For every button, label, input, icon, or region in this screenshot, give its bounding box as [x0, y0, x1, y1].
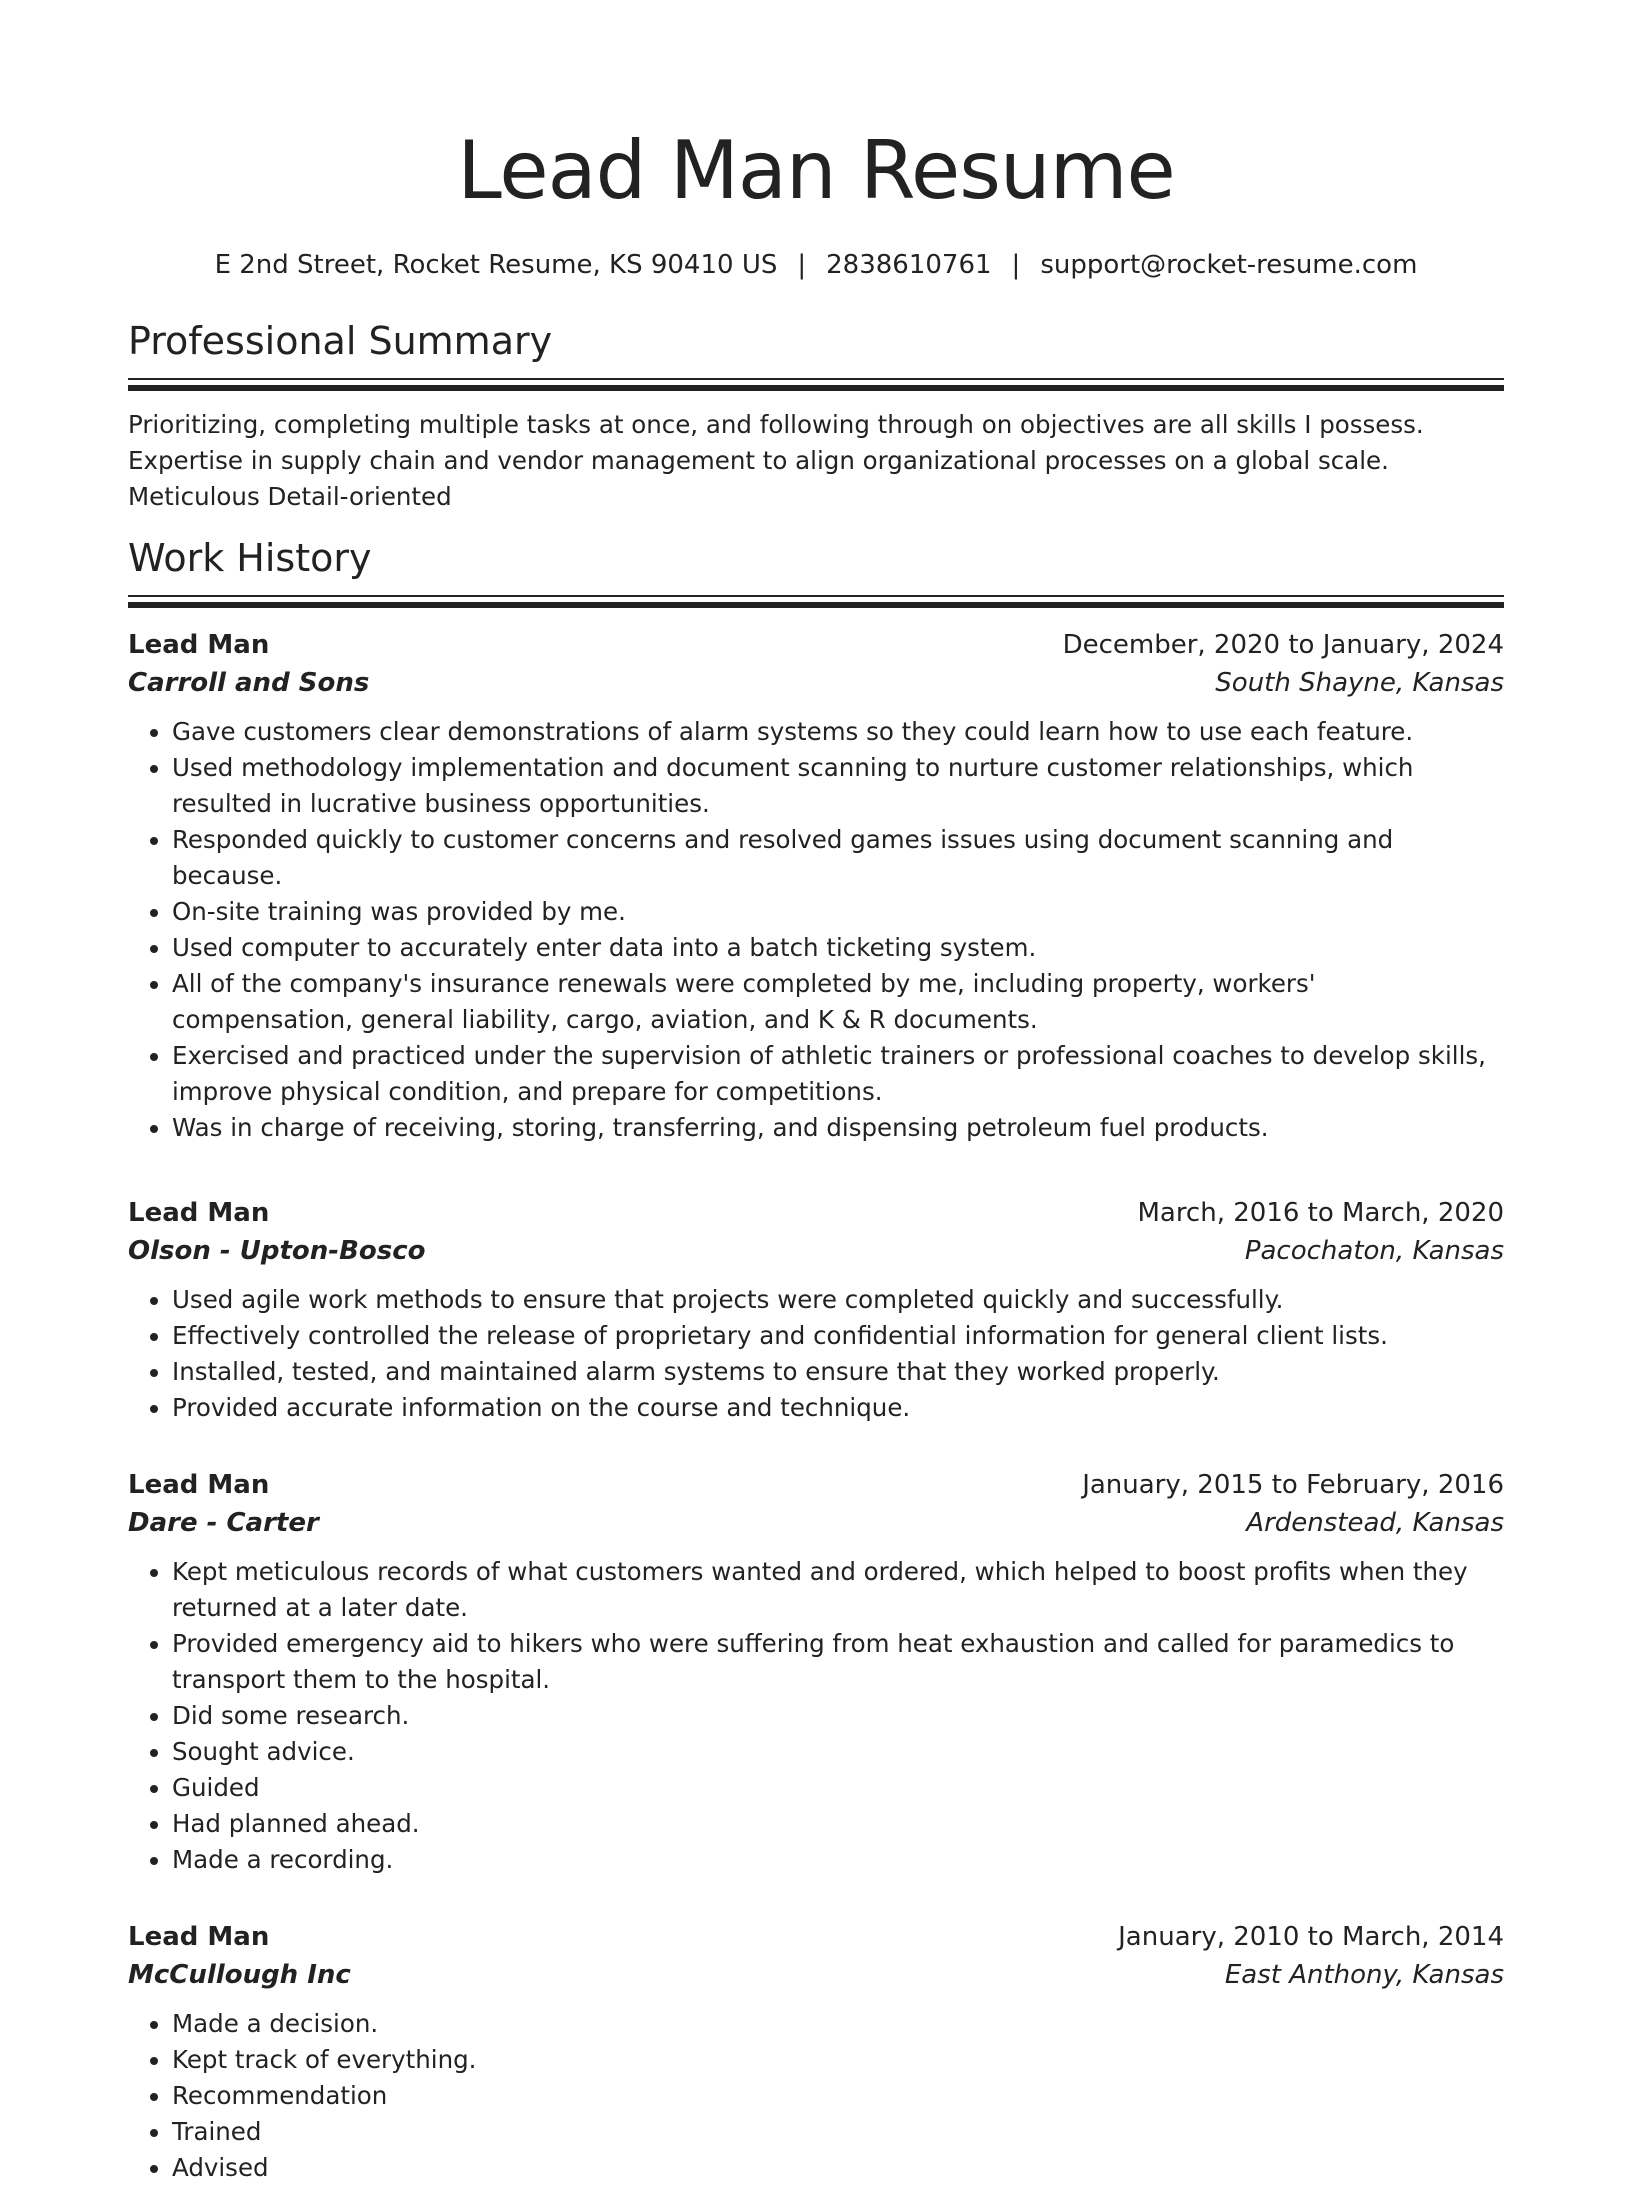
job-entry [128, 1918, 1504, 2186]
job-dates: March, 2016 to March, 2020 [1137, 1198, 1504, 1228]
resume-title: Lead Man Resume [457, 124, 1175, 217]
job-company-row [128, 1956, 1504, 1994]
job-location: Ardenstead, Kansas [1246, 1508, 1504, 1538]
work-history-section [128, 533, 1504, 2186]
job-bullet: • Guided [172, 1770, 1504, 1806]
job-dates: January, 2015 to February, 2016 [1082, 1470, 1504, 1500]
job-company-row [128, 1232, 1504, 1270]
job-bullet: • Provided accurate information on the course and technique. [172, 1390, 1504, 1426]
contact-email: support@rocket-resume.com [1040, 250, 1418, 280]
job-dates: December, 2020 to January, 2024 [1062, 630, 1504, 660]
job-title: Lead Man [128, 630, 270, 660]
job-bullet: • Used agile work methods to ensure that projects were completed quickly and successfully. [172, 1282, 1504, 1318]
job-bullet: • Sought advice. [172, 1734, 1504, 1770]
job-dates: January, 2010 to March, 2014 [1118, 1922, 1504, 1952]
job-title-row [128, 1466, 1504, 1504]
job-bullet-list [128, 714, 1504, 1146]
job-bullet: • All of the company's insurance renewals were completed by me, including property, workers' compensation, general liability, cargo, aviation, and K & R documents. [172, 966, 1504, 1038]
job-bullet: • Kept meticulous records of what customers wanted and ordered, which helped to boost profits when they returned at a later date. [172, 1554, 1504, 1626]
job-company: Dare - Carter [128, 1508, 319, 1538]
job-bullet: • Recommendation [172, 2078, 1504, 2114]
professional-summary-section [128, 316, 1504, 515]
job-bullet-list [128, 1554, 1504, 1878]
job-entry [128, 1194, 1504, 1426]
job-bullet: • Made a decision. [172, 2006, 1504, 2042]
job-bullet: • Made a recording. [172, 1842, 1504, 1878]
summary-text: Prioritizing, completing multiple tasks at once, and following through on objectives are all skills I possess. Expertise in supply chain and vendor management to align organizational processes on a global scale. Meticulous Detail-oriented [128, 410, 1424, 511]
job-entry [128, 1466, 1504, 1878]
job-bullet: • Gave customers clear demonstrations of alarm systems so they could learn how to use each feature. [172, 714, 1504, 750]
job-company: Carroll and Sons [128, 668, 370, 698]
job-title: Lead Man [128, 1198, 270, 1228]
job-title-row [128, 1194, 1504, 1232]
job-list [128, 626, 1504, 2186]
job-bullet: • Exercised and practiced under the supervision of athletic trainers or professional coaches to develop skills, improve physical condition, and prepare for competitions. [172, 1038, 1504, 1110]
job-title: Lead Man [128, 1470, 270, 1500]
section-divider [128, 378, 1504, 391]
job-bullet-list [128, 1282, 1504, 1426]
job-bullet: • Responded quickly to customer concerns and resolved games issues using document scanning and because. [172, 822, 1504, 894]
job-bullet: • Installed, tested, and maintained alarm systems to ensure that they worked properly. [172, 1354, 1504, 1390]
job-company: Olson - Upton-Bosco [128, 1236, 426, 1266]
job-company-row [128, 664, 1504, 702]
job-entry [128, 626, 1504, 1146]
job-location: Pacochaton, Kansas [1244, 1236, 1504, 1266]
job-bullet: • Trained [172, 2114, 1504, 2150]
job-title-row [128, 1918, 1504, 1956]
job-bullet: • On-site training was provided by me. [172, 894, 1504, 930]
job-location: South Shayne, Kansas [1215, 668, 1504, 698]
contact-separator: | [797, 250, 807, 280]
job-bullet: • Was in charge of receiving, storing, transferring, and dispensing petroleum fuel products. [172, 1110, 1504, 1146]
section-heading: Work History [128, 536, 372, 580]
job-bullet: • Provided emergency aid to hikers who were suffering from heat exhaustion and called for paramedics to transport them to the hospital. [172, 1626, 1504, 1698]
job-bullet: • Advised [172, 2150, 1504, 2186]
job-bullet: • Used computer to accurately enter data into a batch ticketing system. [172, 930, 1504, 966]
job-bullet: • Had planned ahead. [172, 1806, 1504, 1842]
resume-page [128, 0, 1504, 2186]
contact-address: E 2nd Street, Rocket Resume, KS 90410 US [214, 250, 778, 280]
section-heading: Professional Summary [128, 319, 553, 363]
job-title: Lead Man [128, 1922, 270, 1952]
job-location: East Anthony, Kansas [1224, 1960, 1504, 1990]
job-title-row [128, 626, 1504, 664]
contact-separator: | [1011, 250, 1021, 280]
contact-phone: 2838610761 [826, 250, 992, 280]
section-divider [128, 595, 1504, 608]
job-company: McCullough Inc [128, 1960, 351, 1990]
job-bullet: • Used methodology implementation and document scanning to nurture customer relationships, which resulted in lucrative business opportunities. [172, 750, 1504, 822]
job-bullet: • Kept track of everything. [172, 2042, 1504, 2078]
job-bullet-list [128, 2006, 1504, 2186]
job-bullet: • Effectively controlled the release of proprietary and confidential information for general client lists. [172, 1318, 1504, 1354]
job-company-row [128, 1504, 1504, 1542]
job-bullet: • Did some research. [172, 1698, 1504, 1734]
contact-line [128, 248, 1504, 282]
